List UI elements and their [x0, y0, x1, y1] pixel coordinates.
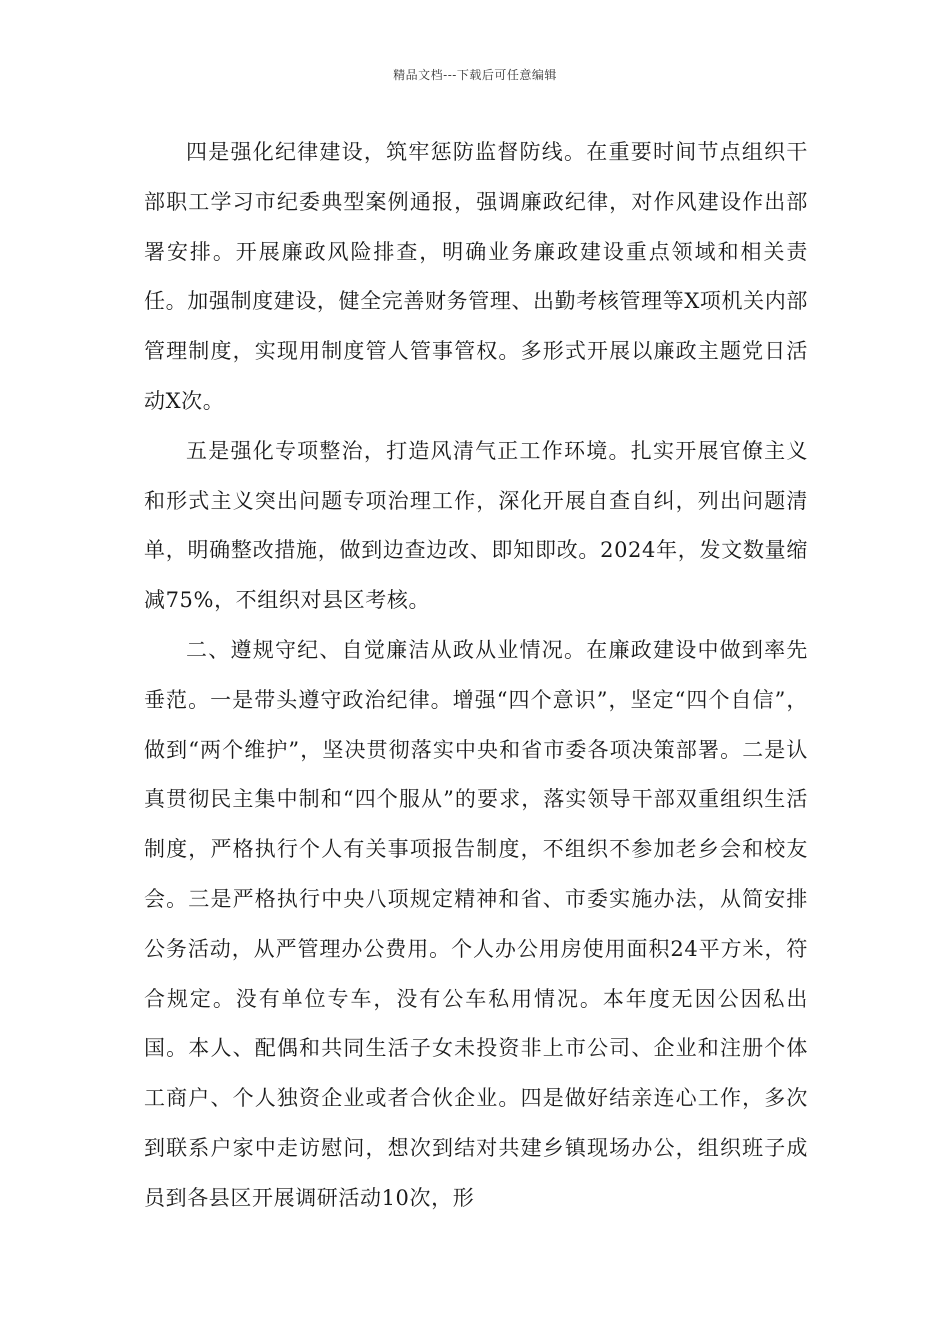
- document-body: [144, 128, 808, 1224]
- paragraph-integrity-compliance: 二、遵规守纪、自觉廉洁从政从业情况。在廉政建设中做到率先垂范。一是带头遵守政治纪律。增强“四个意识”，坚定“四个自信”，做到“两个维护”，坚决贯彻落实中央和省市委各项决策部署。二是认真贯彻民主集中制和“四个服从”的要求，落实领导干部双重组织生活制度，严格执行个人有关事项报告制度，不组织不参加老乡会和校友会。三是严格执行中央八项规定精神和省、市委实施办法，从简安排公务活动，从严管理办公费用。个人办公用房使用面积24平方米，符合规定。没有单位专车，没有公车私用情况。本年度无因公因私出国。本人、配偶和共同生活子女未投资非上市公司、企业和注册个体工商户、个人独资企业或者合伙企业。四是做好结亲连心工作，多次到联系户家中走访慰问，想次到结对共建乡镇现场办公，组织班子成员到各县区开展调研活动10次，形: [144, 637, 808, 1210]
- paragraph-special-rectification: 五是强化专项整治，打造风清气正工作环境。扎实开展官僚主义和形式主义突出问题专项治理工作，深化开展自查自纠，列出问题清单，明确整改措施，做到边查边改、即知即改。2024年，发文数量缩减75%，不组织对县区考核。: [144, 438, 808, 613]
- page-header: 精品文档---下载后可任意编辑: [393, 68, 557, 82]
- paragraph-discipline-building: 四是强化纪律建设，筑牢惩防监督防线。在重要时间节点组织干部职工学习市纪委典型案例通报，强调廉政纪律，对作风建设作出部署安排。开展廉政风险排查，明确业务廉政建设重点领域和相关责任。加强制度建设，健全完善财务管理、出勤考核管理等X项机关内部管理制度，实现用制度管人管事管权。多形式开展以廉政主题党日活动X次。: [144, 140, 808, 413]
